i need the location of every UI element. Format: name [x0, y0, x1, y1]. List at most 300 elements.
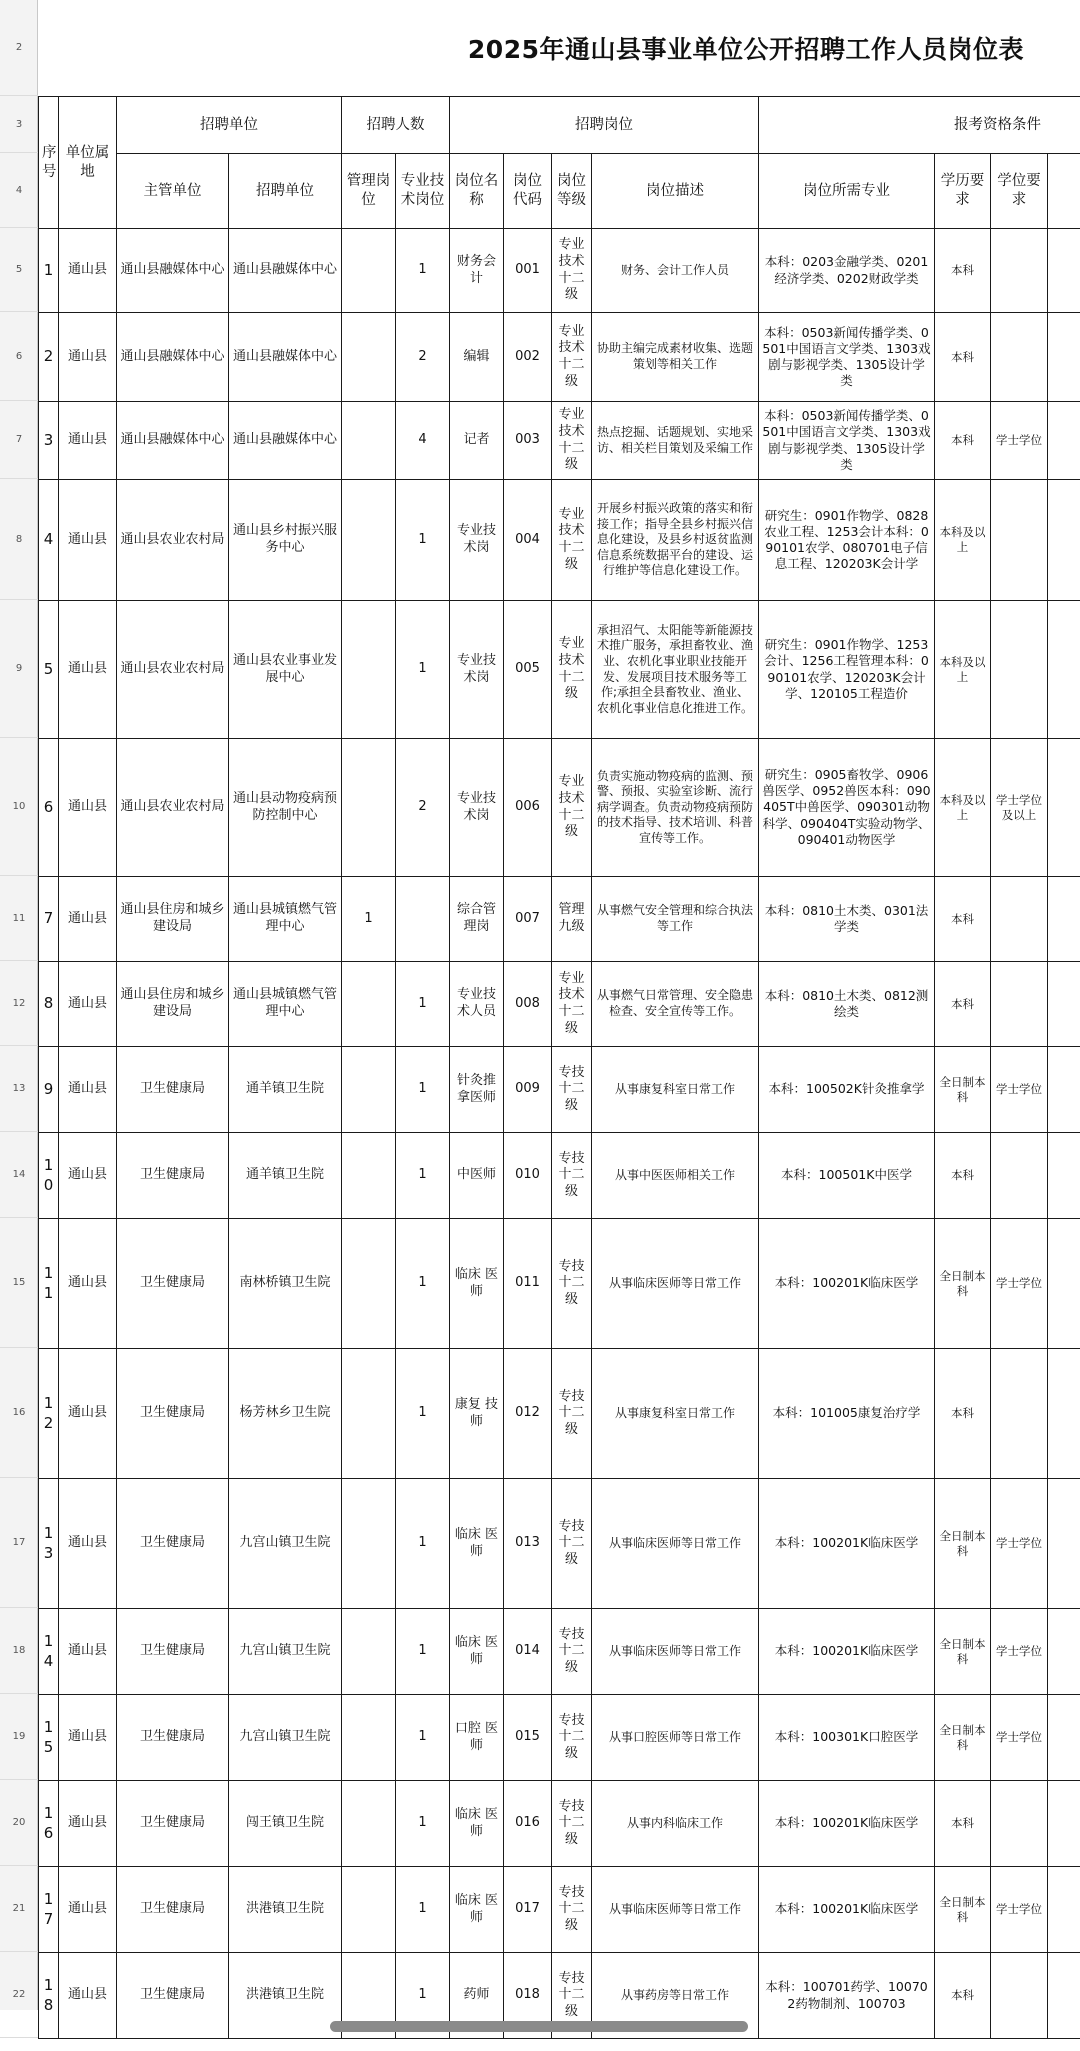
cell-post-desc: 从事临床医师等日常工作 [592, 1609, 759, 1695]
row-number-gutter [0, 0, 38, 2010]
cell-major: 本科：100502K针灸推拿学 [759, 1047, 935, 1133]
header-qual-group: 报考资格条件 [759, 97, 1080, 154]
cell-post-name: 药师 [450, 1953, 504, 2039]
cell-degree: 学士学位 [991, 1609, 1048, 1695]
cell-post-code: 011 [504, 1219, 552, 1349]
row-number[interactable]: 19 [0, 1694, 38, 1780]
job-table [38, 96, 1080, 2039]
cell-education: 全日制本科 [935, 1609, 991, 1695]
cell-degree [991, 1349, 1048, 1479]
table-row [39, 1695, 1080, 1781]
cell-mgmt [342, 402, 396, 480]
row-number[interactable]: 11 [0, 876, 38, 961]
cell-post-level: 专技十二级 [552, 1133, 592, 1219]
cell-mgmt [342, 962, 396, 1047]
cell-post-desc: 从事临床医师等日常工作 [592, 1479, 759, 1609]
cell-post-level: 专技十二级 [552, 1695, 592, 1781]
cell-extra [1048, 1133, 1080, 1219]
cell-post-level: 专业技术十二级 [552, 313, 592, 402]
cell-area: 通山县 [59, 1133, 117, 1219]
cell-unit: 洪港镇卫生院 [229, 1867, 342, 1953]
cell-post-name: 编辑 [450, 313, 504, 402]
cell-post-level: 专业技术十二级 [552, 962, 592, 1047]
cell-tech: 1 [396, 1219, 450, 1349]
row-number[interactable]: 2 [0, 0, 38, 96]
cell-post-desc: 从事康复科室日常工作 [592, 1047, 759, 1133]
cell-post-code: 004 [504, 480, 552, 601]
cell-post-level: 专技十二级 [552, 1219, 592, 1349]
cell-seq: 14 [39, 1609, 59, 1695]
cell-major: 本科：0203金融学类、0201经济学类、0202财政学类 [759, 229, 935, 313]
cell-extra [1048, 1781, 1080, 1867]
cell-unit: 通羊镇卫生院 [229, 1047, 342, 1133]
cell-post-level: 专技十二级 [552, 1953, 592, 2039]
table-row [39, 1781, 1080, 1867]
cell-unit: 九宫山镇卫生院 [229, 1695, 342, 1781]
cell-mgmt [342, 1609, 396, 1695]
cell-education: 全日制本科 [935, 1867, 991, 1953]
header-tech: 专业技术岗位 [396, 154, 450, 229]
cell-tech: 1 [396, 1695, 450, 1781]
cell-seq: 8 [39, 962, 59, 1047]
cell-major: 本科：100301K口腔医学 [759, 1695, 935, 1781]
header-post-group: 招聘岗位 [450, 97, 759, 154]
row-number[interactable]: 4 [0, 153, 38, 228]
cell-mgmt [342, 601, 396, 739]
cell-extra [1048, 1349, 1080, 1479]
cell-post-name: 针灸推拿医师 [450, 1047, 504, 1133]
cell-tech: 1 [396, 1133, 450, 1219]
cell-extra [1048, 313, 1080, 402]
cell-degree [991, 229, 1048, 313]
cell-unit: 通山县城镇燃气管理中心 [229, 877, 342, 962]
cell-tech: 1 [396, 1867, 450, 1953]
cell-post-desc: 从事临床医师等日常工作 [592, 1867, 759, 1953]
table-row [39, 229, 1080, 313]
cell-unit: 通山县融媒体中心 [229, 402, 342, 480]
cell-major: 本科：100201K临床医学 [759, 1219, 935, 1349]
row-number[interactable]: 10 [0, 738, 38, 876]
table-row [39, 1867, 1080, 1953]
cell-seq: 5 [39, 601, 59, 739]
header-seq: 序号 [39, 97, 59, 229]
cell-mgmt [342, 1219, 396, 1349]
row-number[interactable]: 18 [0, 1608, 38, 1694]
horizontal-scrollbar[interactable] [330, 2021, 748, 2032]
cell-major: 本科：101005康复治疗学 [759, 1349, 935, 1479]
table-row [39, 1609, 1080, 1695]
cell-post-code: 003 [504, 402, 552, 480]
cell-supervisor: 卫生健康局 [117, 1953, 229, 2039]
cell-unit: 九宫山镇卫生院 [229, 1609, 342, 1695]
cell-degree: 学士学位 [991, 1867, 1048, 1953]
table-row [39, 739, 1080, 877]
cell-seq: 16 [39, 1781, 59, 1867]
cell-extra [1048, 1219, 1080, 1349]
cell-seq: 13 [39, 1479, 59, 1609]
cell-tech: 1 [396, 962, 450, 1047]
row-number[interactable]: 9 [0, 600, 38, 738]
cell-unit: 通山县乡村振兴服务中心 [229, 480, 342, 601]
cell-major: 本科：100501K中医学 [759, 1133, 935, 1219]
cell-post-level: 专技十二级 [552, 1609, 592, 1695]
cell-post-code: 012 [504, 1349, 552, 1479]
cell-degree [991, 1133, 1048, 1219]
header-major: 岗位所需专业 [759, 154, 935, 229]
row-number[interactable]: 13 [0, 1046, 38, 1132]
cell-seq: 11 [39, 1219, 59, 1349]
cell-tech: 1 [396, 1479, 450, 1609]
cell-post-code: 013 [504, 1479, 552, 1609]
cell-post-code: 009 [504, 1047, 552, 1133]
cell-unit: 通山县融媒体中心 [229, 229, 342, 313]
row-number[interactable]: 20 [0, 1780, 38, 1866]
row-number[interactable]: 5 [0, 228, 38, 312]
cell-unit: 通山县融媒体中心 [229, 313, 342, 402]
cell-post-name: 综合管理岗 [450, 877, 504, 962]
cell-tech: 1 [396, 1047, 450, 1133]
cell-post-code: 014 [504, 1609, 552, 1695]
cell-post-code: 006 [504, 739, 552, 877]
header-post-code: 岗位代码 [504, 154, 552, 229]
cell-post-desc: 从事燃气安全管理和综合执法等工作 [592, 877, 759, 962]
cell-post-level: 专业技术十二级 [552, 480, 592, 601]
cell-degree [991, 601, 1048, 739]
cell-post-level: 管理九级 [552, 877, 592, 962]
cell-post-level: 专技十二级 [552, 1047, 592, 1133]
cell-post-level: 专技十二级 [552, 1349, 592, 1479]
cell-seq: 17 [39, 1867, 59, 1953]
cell-extra [1048, 1047, 1080, 1133]
cell-tech: 1 [396, 1349, 450, 1479]
table-row [39, 601, 1080, 739]
cell-unit: 闯王镇卫生院 [229, 1781, 342, 1867]
cell-mgmt [342, 480, 396, 601]
cell-extra [1048, 739, 1080, 877]
row-number[interactable]: 16 [0, 1348, 38, 1478]
table-row [39, 1133, 1080, 1219]
cell-major: 本科：100701药学、100702药物制剂、100703 [759, 1953, 935, 2039]
cell-area: 通山县 [59, 1479, 117, 1609]
table-row [39, 1479, 1080, 1609]
cell-unit: 通山县农业事业发展中心 [229, 601, 342, 739]
cell-post-level: 专技十二级 [552, 1867, 592, 1953]
cell-tech: 2 [396, 313, 450, 402]
cell-post-level: 专技十二级 [552, 1479, 592, 1609]
cell-major: 本科：0810土木类、0301法学类 [759, 877, 935, 962]
cell-education: 本科 [935, 1953, 991, 2039]
cell-degree [991, 1953, 1048, 2039]
cell-supervisor: 通山县农业农村局 [117, 601, 229, 739]
cell-post-desc: 从事康复科室日常工作 [592, 1349, 759, 1479]
cell-area: 通山县 [59, 480, 117, 601]
header-extra [1048, 154, 1080, 229]
cell-post-name: 康复 技师 [450, 1349, 504, 1479]
cell-seq: 6 [39, 739, 59, 877]
header-post-level: 岗位等级 [552, 154, 592, 229]
header-post-desc: 岗位描述 [592, 154, 759, 229]
cell-post-name: 临床 医师 [450, 1219, 504, 1349]
cell-degree: 学士学位 [991, 1219, 1048, 1349]
cell-major: 研究生：0901作物学、1253会计、1256工程管理本科：090101农学、120203K会计学、120105工程造价 [759, 601, 935, 739]
cell-extra [1048, 1609, 1080, 1695]
cell-post-code: 001 [504, 229, 552, 313]
cell-extra [1048, 962, 1080, 1047]
cell-post-level: 专业技术十二级 [552, 402, 592, 480]
cell-post-code: 018 [504, 1953, 552, 2039]
cell-supervisor: 卫生健康局 [117, 1349, 229, 1479]
cell-post-name: 临床 医师 [450, 1609, 504, 1695]
cell-post-desc: 从事燃气日常管理、安全隐患检查、安全宣传等工作。 [592, 962, 759, 1047]
row-number[interactable]: 3 [0, 96, 38, 153]
cell-area: 通山县 [59, 877, 117, 962]
cell-education: 本科 [935, 313, 991, 402]
cell-area: 通山县 [59, 1781, 117, 1867]
cell-supervisor: 通山县融媒体中心 [117, 229, 229, 313]
cell-seq: 7 [39, 877, 59, 962]
cell-supervisor: 通山县融媒体中心 [117, 313, 229, 402]
cell-supervisor: 卫生健康局 [117, 1133, 229, 1219]
table-row [39, 1047, 1080, 1133]
cell-degree: 学士学位 [991, 402, 1048, 480]
cell-post-name: 专业技术岗 [450, 480, 504, 601]
row-number[interactable]: 8 [0, 479, 38, 600]
cell-post-code: 015 [504, 1695, 552, 1781]
cell-extra [1048, 402, 1080, 480]
cell-education: 本科及以上 [935, 739, 991, 877]
row-number[interactable]: 12 [0, 961, 38, 1046]
cell-degree [991, 313, 1048, 402]
cell-area: 通山县 [59, 1695, 117, 1781]
cell-major: 本科：0503新闻传播学类、0501中国语言文学类、1303戏剧与影视学类、1305设计学类 [759, 402, 935, 480]
cell-degree [991, 962, 1048, 1047]
cell-tech: 1 [396, 1953, 450, 2039]
cell-mgmt [342, 1867, 396, 1953]
cell-supervisor: 卫生健康局 [117, 1609, 229, 1695]
cell-post-desc: 从事临床医师等日常工作 [592, 1219, 759, 1349]
cell-supervisor: 通山县融媒体中心 [117, 402, 229, 480]
cell-degree [991, 480, 1048, 601]
cell-area: 通山县 [59, 229, 117, 313]
cell-seq: 1 [39, 229, 59, 313]
cell-mgmt [342, 1047, 396, 1133]
row-number[interactable]: 6 [0, 312, 38, 401]
cell-post-code: 008 [504, 962, 552, 1047]
cell-area: 通山县 [59, 1867, 117, 1953]
header-count-group: 招聘人数 [342, 97, 450, 154]
cell-post-desc: 热点挖掘、话题规划、实地采访、相关栏目策划及采编工作 [592, 402, 759, 480]
cell-supervisor: 通山县农业农村局 [117, 739, 229, 877]
row-number[interactable]: 7 [0, 401, 38, 479]
cell-post-name: 财务会计 [450, 229, 504, 313]
cell-supervisor: 卫生健康局 [117, 1867, 229, 1953]
cell-area: 通山县 [59, 1953, 117, 2039]
cell-post-code: 005 [504, 601, 552, 739]
cell-post-name: 临床 医师 [450, 1867, 504, 1953]
cell-major: 本科：0810土木类、0812测绘类 [759, 962, 935, 1047]
table-row [39, 480, 1080, 601]
cell-seq: 2 [39, 313, 59, 402]
cell-tech: 1 [396, 601, 450, 739]
cell-unit: 杨芳林乡卫生院 [229, 1349, 342, 1479]
cell-seq: 10 [39, 1133, 59, 1219]
row-number[interactable]: 22 [0, 1952, 38, 2038]
cell-post-desc: 负责实施动物疫病的监测、预警、预报、实验室诊断、流行病学调查。负责动物疫病预防的技术指导、技术培训、科普宣传等工作。 [592, 739, 759, 877]
cell-supervisor: 通山县住房和城乡建设局 [117, 962, 229, 1047]
cell-mgmt [342, 313, 396, 402]
cell-post-code: 007 [504, 877, 552, 962]
cell-education: 本科 [935, 1781, 991, 1867]
cell-mgmt [342, 1133, 396, 1219]
cell-supervisor: 通山县农业农村局 [117, 480, 229, 601]
cell-education: 本科及以上 [935, 601, 991, 739]
cell-major: 本科：100201K临床医学 [759, 1479, 935, 1609]
cell-post-level: 专技十二级 [552, 1781, 592, 1867]
cell-post-code: 002 [504, 313, 552, 402]
cell-unit: 通山县动物疫病预防控制中心 [229, 739, 342, 877]
cell-area: 通山县 [59, 962, 117, 1047]
cell-post-desc: 财务、会计工作人员 [592, 229, 759, 313]
cell-seq: 4 [39, 480, 59, 601]
cell-education: 本科及以上 [935, 480, 991, 601]
cell-post-desc: 从事中医医师相关工作 [592, 1133, 759, 1219]
header-unit-group: 招聘单位 [117, 97, 342, 154]
row-number[interactable]: 21 [0, 1866, 38, 1952]
cell-unit: 通山县城镇燃气管理中心 [229, 962, 342, 1047]
cell-tech [396, 877, 450, 962]
cell-unit: 九宫山镇卫生院 [229, 1479, 342, 1609]
cell-supervisor: 通山县住房和城乡建设局 [117, 877, 229, 962]
cell-area: 通山县 [59, 402, 117, 480]
cell-degree: 学士学位 [991, 1047, 1048, 1133]
row-number[interactable]: 15 [0, 1218, 38, 1348]
cell-mgmt [342, 1781, 396, 1867]
row-number[interactable]: 17 [0, 1478, 38, 1608]
cell-mgmt [342, 1479, 396, 1609]
table-row [39, 1349, 1080, 1479]
cell-post-level: 专业技术十二级 [552, 601, 592, 739]
cell-area: 通山县 [59, 1609, 117, 1695]
cell-supervisor: 卫生健康局 [117, 1047, 229, 1133]
cell-seq: 15 [39, 1695, 59, 1781]
cell-post-code: 016 [504, 1781, 552, 1867]
cell-unit: 通羊镇卫生院 [229, 1133, 342, 1219]
cell-supervisor: 卫生健康局 [117, 1781, 229, 1867]
cell-major: 本科：100201K临床医学 [759, 1609, 935, 1695]
cell-extra [1048, 1695, 1080, 1781]
cell-post-desc: 从事药房等日常工作 [592, 1953, 759, 2039]
cell-major: 本科：100201K临床医学 [759, 1781, 935, 1867]
cell-extra [1048, 601, 1080, 739]
cell-post-desc: 协助主编完成素材收集、选题策划等相关工作 [592, 313, 759, 402]
cell-major: 本科：0503新闻传播学类、0501中国语言文学类、1303戏剧与影视学类、1305设计学类 [759, 313, 935, 402]
cell-area: 通山县 [59, 313, 117, 402]
cell-post-name: 专业技术人员 [450, 962, 504, 1047]
cell-education: 本科 [935, 402, 991, 480]
cell-post-name: 中医师 [450, 1133, 504, 1219]
cell-education: 本科 [935, 962, 991, 1047]
cell-post-name: 临床 医师 [450, 1479, 504, 1609]
cell-seq: 3 [39, 402, 59, 480]
cell-area: 通山县 [59, 1047, 117, 1133]
cell-post-level: 专业技术十二级 [552, 229, 592, 313]
cell-unit: 南林桥镇卫生院 [229, 1219, 342, 1349]
cell-extra [1048, 1953, 1080, 2039]
cell-degree [991, 877, 1048, 962]
cell-area: 通山县 [59, 1349, 117, 1479]
cell-unit: 洪港镇卫生院 [229, 1953, 342, 2039]
cell-seq: 9 [39, 1047, 59, 1133]
header-supervisor: 主管单位 [117, 154, 229, 229]
cell-degree [991, 1781, 1048, 1867]
cell-extra [1048, 229, 1080, 313]
cell-education: 全日制本科 [935, 1047, 991, 1133]
header-post-name: 岗位名称 [450, 154, 504, 229]
table-row [39, 1219, 1080, 1349]
cell-post-code: 017 [504, 1867, 552, 1953]
cell-extra [1048, 1479, 1080, 1609]
cell-extra [1048, 1867, 1080, 1953]
table-row [39, 962, 1080, 1047]
cell-tech: 1 [396, 480, 450, 601]
cell-mgmt [342, 229, 396, 313]
cell-seq: 18 [39, 1953, 59, 2039]
cell-education: 全日制本科 [935, 1219, 991, 1349]
cell-education: 全日制本科 [935, 1479, 991, 1609]
cell-tech: 1 [396, 1781, 450, 1867]
cell-supervisor: 卫生健康局 [117, 1219, 229, 1349]
row-number[interactable]: 14 [0, 1132, 38, 1218]
cell-degree: 学士学位 [991, 1695, 1048, 1781]
cell-post-desc: 从事口腔医师等日常工作 [592, 1695, 759, 1781]
cell-education: 本科 [935, 1349, 991, 1479]
cell-degree: 学士学位及以上 [991, 739, 1048, 877]
header-area: 单位属地 [59, 97, 117, 229]
cell-major: 研究生：0905畜牧学、0906兽医学、0952兽医本科：090405T中兽医学、090301动物科学、090404T实验动物学、090401动物医学 [759, 739, 935, 877]
cell-education: 本科 [935, 877, 991, 962]
cell-post-level: 专业技术十二级 [552, 739, 592, 877]
cell-extra [1048, 480, 1080, 601]
cell-mgmt [342, 739, 396, 877]
cell-post-name: 临床 医师 [450, 1781, 504, 1867]
cell-major: 研究生：0901作物学、0828农业工程、1253会计本科：090101农学、080701电子信息工程、120203K会计学 [759, 480, 935, 601]
cell-area: 通山县 [59, 601, 117, 739]
cell-post-name: 专业技术岗 [450, 739, 504, 877]
cell-tech: 4 [396, 402, 450, 480]
header-mgmt: 管理岗位 [342, 154, 396, 229]
cell-tech: 1 [396, 229, 450, 313]
cell-area: 通山县 [59, 739, 117, 877]
cell-post-name: 记者 [450, 402, 504, 480]
page-title: 2025年通山县事业单位公开招聘工作人员岗位表 [467, 34, 1024, 64]
cell-post-name: 专业技术岗 [450, 601, 504, 739]
table-row [39, 402, 1080, 480]
cell-mgmt [342, 1695, 396, 1781]
cell-education: 本科 [935, 229, 991, 313]
cell-degree: 学士学位 [991, 1479, 1048, 1609]
cell-area: 通山县 [59, 1219, 117, 1349]
cell-education: 全日制本科 [935, 1695, 991, 1781]
table-row [39, 877, 1080, 962]
cell-supervisor: 卫生健康局 [117, 1479, 229, 1609]
cell-tech: 2 [396, 739, 450, 877]
cell-seq: 12 [39, 1349, 59, 1479]
cell-post-desc: 承担沼气、太阳能等新能源技术推广服务，承担畜牧业、渔业、农机化事业职业技能开发、发展项目技术服务等工作;承担全县畜牧业、渔业、农机化事业信息化推进工作。 [592, 601, 759, 739]
cell-post-desc: 开展乡村振兴政策的落实和衔接工作；指导全县乡村振兴信息化建设，及县乡村返贫监测信息系统数据平台的建设、运行维护等信息化建设工作。 [592, 480, 759, 601]
cell-post-code: 010 [504, 1133, 552, 1219]
cell-supervisor: 卫生健康局 [117, 1695, 229, 1781]
cell-post-desc: 从事内科临床工作 [592, 1781, 759, 1867]
